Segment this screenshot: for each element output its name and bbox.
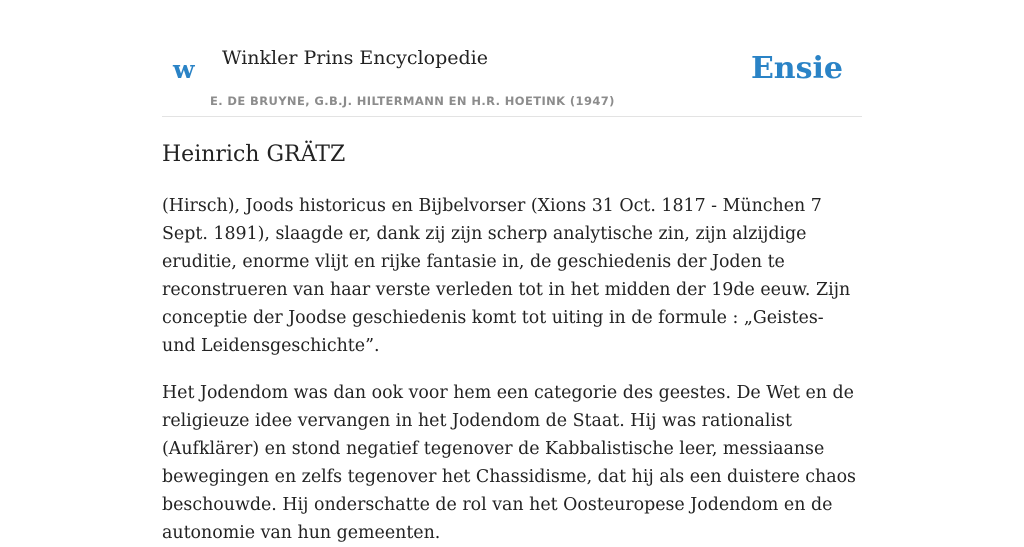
article-paragraph-2: Het Jodendom was dan ook voor hem een categorie des geestes. De Wet en de religieuze idee vervangen in het Jodendom de Staat. Hij was rationalist (Aufklärer) en stond negatief tegenover de Kabbalistische leer, messiaanse bewegingen en zelfs tegenover het Chassidisme, dat hij als een duistere chaos beschouwde. Hij onderschatte de rol van het Oosteuropese Jodendom en de autonomie van hun gemeenten. <box>162 383 856 543</box>
site-logo-w[interactable]: w <box>173 55 195 84</box>
article <box>162 140 862 547</box>
article-title: Heinrich GRÄTZ <box>162 142 346 167</box>
article-paragraph-1: (Hirsch), Joods historicus en Bijbelvorser (Xions 31 Oct. 1817 - München 7 Sept. 1891), slaagde er, dank zij zijn scherp analytische zin, zijn alzijdige eruditie, enorme vlijt en rijke fantasie in, de geschiedenis der Joden te reconstrueren van haar verste verleden tot in het midden der 19de eeuw. Zijn conceptie der Joodse geschiedenis komt tot uiting in de formule : „Geistes- und Leidensgeschichte”. <box>162 196 851 356</box>
authors-line: E. DE BRUYNE, G.B.J. HILTERMANN EN H.R. HOETINK (1947) <box>210 94 615 108</box>
ensie-brand-logo[interactable]: Ensie <box>750 51 843 86</box>
site-header <box>162 0 862 117</box>
site-title[interactable]: Winkler Prins Encyclopedie <box>222 47 488 69</box>
